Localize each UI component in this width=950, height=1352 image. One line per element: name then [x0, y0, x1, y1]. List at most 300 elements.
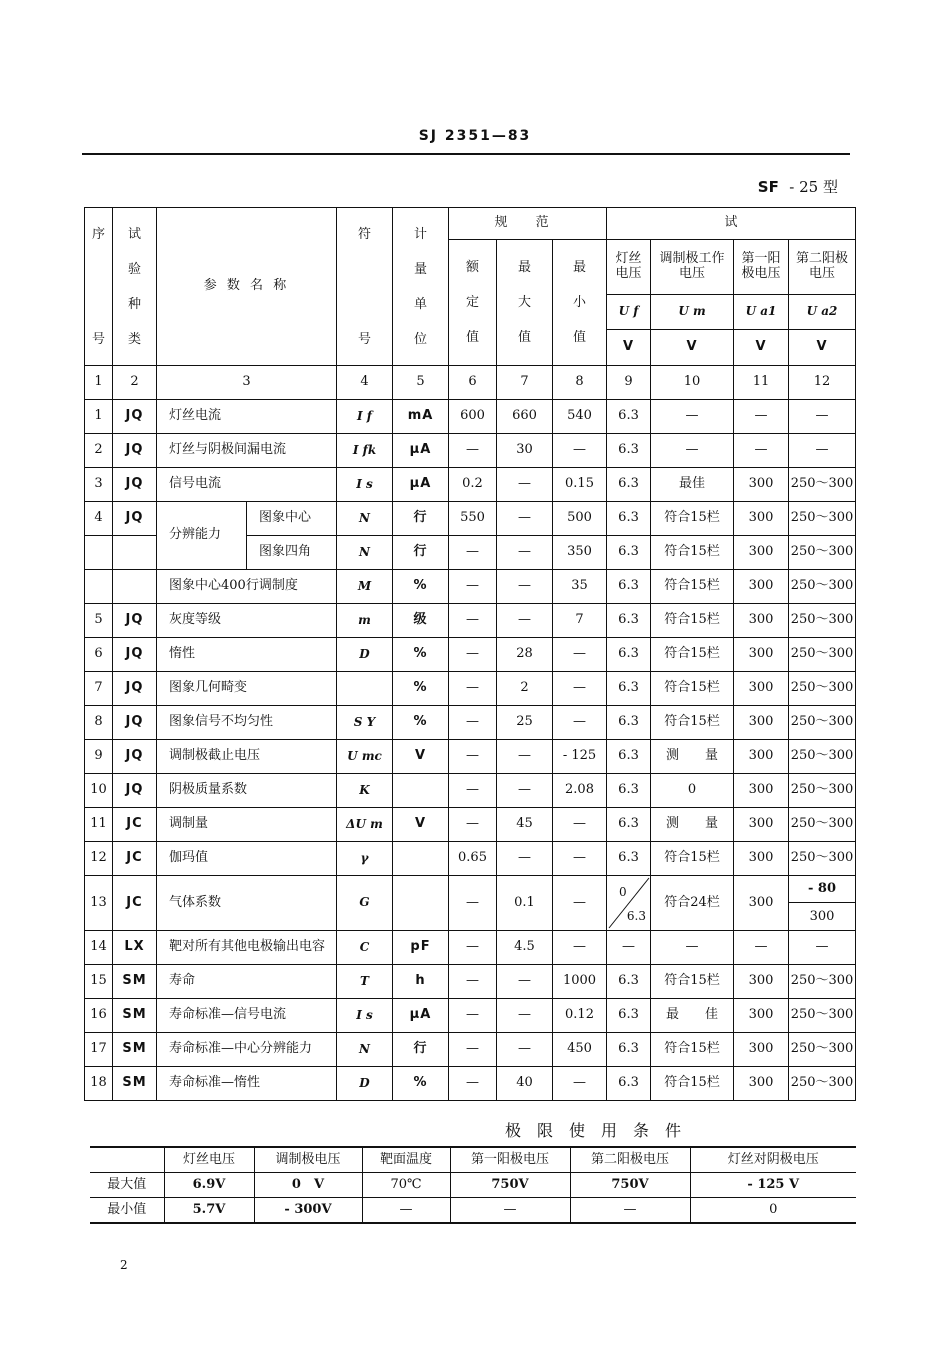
table-cell: JQ	[113, 740, 157, 774]
table-cell: %	[393, 570, 449, 604]
table-cell: 250～300	[789, 706, 856, 740]
table-cell: 300	[734, 876, 789, 931]
limits-header-row	[90, 1147, 856, 1173]
table-cell: G	[337, 876, 393, 931]
table-cell: 6	[85, 638, 113, 672]
limits-row-min	[90, 1198, 856, 1224]
table-cell: —	[497, 774, 553, 808]
table-cell: JQ	[113, 774, 157, 808]
limits-header: 调制极电压	[254, 1147, 362, 1173]
table-cell: 300	[734, 604, 789, 638]
table-cell: 图象信号不均匀性	[157, 706, 337, 740]
limits-header: 第一阳极电压	[450, 1147, 570, 1173]
table-cell: 6.3	[607, 842, 651, 876]
table-cell: 250～300	[789, 536, 856, 570]
table-cell: 测 量	[651, 808, 734, 842]
table-cell: 灯丝电流	[157, 400, 337, 434]
table-cell: 符合15栏	[651, 1067, 734, 1101]
limits-header: 灯丝电压	[164, 1147, 254, 1173]
table-cell: D	[337, 638, 393, 672]
table-cell: 0.12	[553, 999, 607, 1033]
table-cell: C	[337, 931, 393, 965]
diagonal-cell	[607, 876, 651, 931]
head-unit: 计 量 单 位	[393, 208, 449, 366]
table-cell: 2	[497, 672, 553, 706]
split-lower: 300	[809, 909, 835, 924]
table-cell: JC	[113, 876, 157, 931]
table-cell: —	[789, 434, 856, 468]
table-cell: JQ	[113, 638, 157, 672]
head-um-name: 调制极工作电压	[651, 240, 734, 295]
head-spec-rated: 额 定 值	[449, 240, 497, 366]
table-cell: 10	[85, 774, 113, 808]
table-cell: JC	[113, 808, 157, 842]
table-row	[85, 808, 856, 842]
table-cell: 符合15栏	[651, 638, 734, 672]
limits-cell: - 125 V	[690, 1173, 856, 1198]
table-cell: 行	[393, 502, 449, 536]
table-cell: mA	[393, 400, 449, 434]
table-cell: —	[497, 842, 553, 876]
table-row	[85, 931, 856, 965]
table-cell: JQ	[113, 468, 157, 502]
table-cell: —	[449, 999, 497, 1033]
table-cell: 250～300	[789, 502, 856, 536]
table-cell: 300	[734, 808, 789, 842]
table-row	[85, 502, 856, 536]
table-cell: —	[449, 706, 497, 740]
table-cell: 300	[734, 570, 789, 604]
table-cell: 7	[553, 604, 607, 638]
table-cell: 6.3	[607, 1033, 651, 1067]
table-cell: I fk	[337, 434, 393, 468]
limits-cell: —	[570, 1198, 690, 1224]
table-cell	[113, 570, 157, 604]
table-cell: 1000	[553, 965, 607, 999]
col-num: 6	[449, 366, 497, 400]
table-cell: μA	[393, 999, 449, 1033]
table-cell: 3	[85, 468, 113, 502]
table-cell: 图象几何畸变	[157, 672, 337, 706]
table-cell: 6.3	[607, 502, 651, 536]
table-cell: 最佳	[651, 468, 734, 502]
table-cell: 300	[734, 999, 789, 1033]
table-cell: —	[449, 604, 497, 638]
table-cell: 18	[85, 1067, 113, 1101]
table-cell: —	[449, 876, 497, 931]
head-ua2-unit: V	[789, 330, 856, 366]
table-cell: 气体系数	[157, 876, 337, 931]
table-cell: 符合15栏	[651, 842, 734, 876]
head-seq: 序 号	[85, 208, 113, 366]
table-cell: 300	[734, 740, 789, 774]
table-cell: —	[449, 808, 497, 842]
table-cell: I s	[337, 468, 393, 502]
table-row	[85, 842, 856, 876]
table-cell: 15	[85, 965, 113, 999]
table-cell: —	[553, 638, 607, 672]
head-uf-name: 灯丝电压	[607, 240, 651, 295]
table-cell: JQ	[113, 706, 157, 740]
table-cell: 9	[85, 740, 113, 774]
table-cell: 6.3	[607, 536, 651, 570]
table-cell: 660	[497, 400, 553, 434]
table-cell: 250～300	[789, 774, 856, 808]
table-cell: JQ	[113, 400, 157, 434]
table-cell: 12	[85, 842, 113, 876]
table-cell: 11	[85, 808, 113, 842]
table-cell: 28	[497, 638, 553, 672]
table-cell: 寿命标准—惰性	[157, 1067, 337, 1101]
table-cell: 300	[734, 672, 789, 706]
table-cell: JC	[113, 842, 157, 876]
table-cell: —	[497, 570, 553, 604]
table-cell: —	[553, 672, 607, 706]
table-cell: —	[449, 1067, 497, 1101]
table-cell: 300	[734, 1033, 789, 1067]
table-cell: 图象中心	[247, 502, 337, 536]
table-row	[85, 740, 856, 774]
table-cell: h	[393, 965, 449, 999]
table-cell: 寿命	[157, 965, 337, 999]
table-cell: 信号电流	[157, 468, 337, 502]
table-cell: —	[449, 740, 497, 774]
table-cell	[393, 842, 449, 876]
table-cell: 450	[553, 1033, 607, 1067]
table-cell: —	[734, 400, 789, 434]
table-cell: 250～300	[789, 1033, 856, 1067]
table-cell: %	[393, 672, 449, 706]
table-cell: —	[497, 740, 553, 774]
table-cell: 符合15栏	[651, 706, 734, 740]
table-cell: 最 佳	[651, 999, 734, 1033]
table-cell: U mc	[337, 740, 393, 774]
table-row	[85, 400, 856, 434]
table-cell: —	[497, 468, 553, 502]
table-cell: 7	[85, 672, 113, 706]
table-cell: 250～300	[789, 1067, 856, 1101]
model-suffix: - 25 型	[789, 178, 838, 196]
table-cell: 寿命标准—信号电流	[157, 999, 337, 1033]
table-cell: 300	[734, 638, 789, 672]
table-cell: —	[734, 434, 789, 468]
table-cell: 符合15栏	[651, 570, 734, 604]
table-cell: JQ	[113, 434, 157, 468]
head-spec-max: 最 大 值	[497, 240, 553, 366]
table-cell: JQ	[113, 502, 157, 536]
table-cell: 30	[497, 434, 553, 468]
table-cell	[85, 570, 113, 604]
table-cell: 2	[85, 434, 113, 468]
table-row	[85, 468, 856, 502]
table-row	[85, 999, 856, 1033]
table-cell: 6.3	[607, 638, 651, 672]
table-cell: 250～300	[789, 999, 856, 1033]
head-ua2-sym: U a2	[789, 295, 856, 330]
table-cell: 250～300	[789, 570, 856, 604]
table-cell: 40	[497, 1067, 553, 1101]
table-cell: %	[393, 638, 449, 672]
col-num: 7	[497, 366, 553, 400]
table-cell: 350	[553, 536, 607, 570]
table-cell: 300	[734, 1067, 789, 1101]
table-row	[85, 965, 856, 999]
table-cell: SM	[113, 1033, 157, 1067]
head-test: 试	[607, 208, 856, 240]
table-cell: —	[497, 502, 553, 536]
table-cell: 300	[734, 502, 789, 536]
table-cell: 6.3	[607, 570, 651, 604]
table-cell: —	[497, 999, 553, 1033]
table-cell: 4	[85, 502, 113, 536]
table-cell: %	[393, 706, 449, 740]
table-cell: —	[789, 931, 856, 965]
model-prefix: SF	[757, 178, 779, 196]
limits-cell: 6.9V	[164, 1173, 254, 1198]
head-ua2-name: 第二阳极电压	[789, 240, 856, 295]
table-cell: 25	[497, 706, 553, 740]
limits-header	[90, 1147, 164, 1173]
table-cell: 6.3	[607, 774, 651, 808]
table-cell	[393, 774, 449, 808]
table-cell: 符合15栏	[651, 502, 734, 536]
limits-cell: - 300V	[254, 1198, 362, 1224]
table-cell: 0.2	[449, 468, 497, 502]
table-cell: JQ	[113, 672, 157, 706]
table-cell: 14	[85, 931, 113, 965]
table-cell: 250～300	[789, 604, 856, 638]
table-cell	[85, 536, 113, 570]
diag-upper: 0	[619, 885, 627, 899]
table-cell: 惰性	[157, 638, 337, 672]
table-cell: —	[449, 931, 497, 965]
table-cell: 6.3	[607, 965, 651, 999]
table-cell: —	[553, 876, 607, 931]
table-cell: T	[337, 965, 393, 999]
limits-header: 靶面温度	[362, 1147, 450, 1173]
table-cell: 图象四角	[247, 536, 337, 570]
table-row	[85, 706, 856, 740]
limits-cell: 750V	[450, 1173, 570, 1198]
table-cell: I f	[337, 400, 393, 434]
limits-cell: —	[362, 1198, 450, 1224]
table-cell: 250～300	[789, 842, 856, 876]
table-cell: —	[553, 931, 607, 965]
table-cell: ΔU m	[337, 808, 393, 842]
table-cell: 250～300	[789, 965, 856, 999]
col-num: 11	[734, 366, 789, 400]
table-cell: I s	[337, 999, 393, 1033]
table-cell: 300	[734, 774, 789, 808]
col-num: 8	[553, 366, 607, 400]
table-row	[85, 876, 856, 931]
table-cell: 灰度等级	[157, 604, 337, 638]
diag-lower: 6.3	[626, 909, 647, 924]
table-cell: N	[337, 536, 393, 570]
table-cell: 符合15栏	[651, 1033, 734, 1067]
table-cell: —	[734, 931, 789, 965]
head-ua1-name: 第一阳极电压	[734, 240, 789, 295]
page-number: 2	[120, 1258, 128, 1272]
split-cell	[789, 876, 856, 931]
limits-table	[90, 1146, 856, 1224]
table-cell	[337, 672, 393, 706]
table-cell: —	[497, 536, 553, 570]
limits-cell: 750V	[570, 1173, 690, 1198]
table-cell: N	[337, 1033, 393, 1067]
table-cell: %	[393, 1067, 449, 1101]
table-cell: —	[553, 842, 607, 876]
table-cell: 0	[651, 774, 734, 808]
table-cell: μA	[393, 468, 449, 502]
table-cell: LX	[113, 931, 157, 965]
limits-title: 极限使用条件	[505, 1121, 698, 1140]
table-cell: 4.5	[497, 931, 553, 965]
table-cell: —	[651, 434, 734, 468]
table-cell: SM	[113, 1067, 157, 1101]
col-num: 2	[113, 366, 157, 400]
table-cell: SM	[113, 999, 157, 1033]
table-cell: —	[497, 1033, 553, 1067]
table-cell: 300	[734, 468, 789, 502]
table-cell: 1	[85, 400, 113, 434]
table-cell: 250～300	[789, 672, 856, 706]
table-row	[85, 434, 856, 468]
table-cell: 600	[449, 400, 497, 434]
table-row	[85, 1033, 856, 1067]
table-cell: 符合24栏	[651, 876, 734, 931]
table-cell: 符合15栏	[651, 604, 734, 638]
table-cell: —	[449, 434, 497, 468]
table-cell: V	[393, 740, 449, 774]
table-cell: 300	[734, 536, 789, 570]
table-cell: —	[449, 965, 497, 999]
limits-cell: —	[450, 1198, 570, 1224]
table-cell: K	[337, 774, 393, 808]
table-cell: 16	[85, 999, 113, 1033]
col-num: 9	[607, 366, 651, 400]
table-cell: —	[789, 400, 856, 434]
column-number-row	[85, 366, 856, 400]
table-cell: 250～300	[789, 468, 856, 502]
table-cell: 45	[497, 808, 553, 842]
header-rule	[82, 153, 850, 155]
head-um-sym: U m	[651, 295, 734, 330]
table-cell: N	[337, 502, 393, 536]
limits-cell: 70℃	[362, 1173, 450, 1198]
table-cell: D	[337, 1067, 393, 1101]
table-cell: 级	[393, 604, 449, 638]
table-cell: —	[449, 774, 497, 808]
table-cell: 6.3	[607, 808, 651, 842]
col-num: 10	[651, 366, 734, 400]
table-cell: 2.08	[553, 774, 607, 808]
table-cell: 阴极质量系数	[157, 774, 337, 808]
table-cell: 靶对所有其他电极输出电容	[157, 931, 337, 965]
table-cell: 寿命标准—中心分辨能力	[157, 1033, 337, 1067]
table-cell: 测 量	[651, 740, 734, 774]
table-cell: 伽玛值	[157, 842, 337, 876]
table-cell: 6.3	[607, 672, 651, 706]
model-label	[758, 176, 838, 197]
limits-header: 灯丝对阴极电压	[690, 1147, 856, 1173]
table-cell: —	[553, 706, 607, 740]
head-test-type: 试 验 种 类	[113, 208, 157, 366]
table-cell: 5	[85, 604, 113, 638]
table-row	[85, 570, 856, 604]
limits-row-max	[90, 1173, 856, 1198]
table-cell: —	[449, 570, 497, 604]
head-ua1-sym: U a1	[734, 295, 789, 330]
table-row	[85, 1067, 856, 1101]
col-num: 4	[337, 366, 393, 400]
table-cell: 35	[553, 570, 607, 604]
table-cell: 550	[449, 502, 497, 536]
head-ua1-unit: V	[734, 330, 789, 366]
table-cell: 8	[85, 706, 113, 740]
table-cell: 调制量	[157, 808, 337, 842]
table-cell: 300	[734, 965, 789, 999]
limits-header: 第二阳极电压	[570, 1147, 690, 1173]
table-cell: —	[497, 965, 553, 999]
table-cell: 0.1	[497, 876, 553, 931]
head-spec-min: 最 小 值	[553, 240, 607, 366]
split-upper: - 80	[789, 876, 855, 903]
limits-cell: 最大值	[90, 1173, 164, 1198]
table-cell: JQ	[113, 604, 157, 638]
table-cell: 250～300	[789, 740, 856, 774]
table-row	[85, 774, 856, 808]
table-cell: 符合15栏	[651, 672, 734, 706]
table-cell: 0.15	[553, 468, 607, 502]
table-row	[85, 672, 856, 706]
table-cell: —	[449, 638, 497, 672]
table-cell: 0.65	[449, 842, 497, 876]
table-cell: γ	[337, 842, 393, 876]
table-cell: - 125	[553, 740, 607, 774]
table-cell: 6.3	[607, 434, 651, 468]
table-row	[85, 638, 856, 672]
table-cell: 300	[734, 842, 789, 876]
table-cell: 灯丝与阴极间漏电流	[157, 434, 337, 468]
table-cell: —	[553, 1067, 607, 1101]
limits-cell: 5.7V	[164, 1198, 254, 1224]
table-cell: 符合15栏	[651, 965, 734, 999]
standard-number: SJ 2351—83	[418, 128, 532, 144]
parameter-table	[84, 207, 856, 1101]
table-cell: 6.3	[607, 999, 651, 1033]
table-cell: M	[337, 570, 393, 604]
table-cell: m	[337, 604, 393, 638]
table-cell	[393, 876, 449, 931]
table-cell: SM	[113, 965, 157, 999]
limits-cell: 最小值	[90, 1198, 164, 1224]
head-param-name: 参 数 名 称	[157, 208, 337, 366]
col-num: 1	[85, 366, 113, 400]
table-cell: 6.3	[607, 468, 651, 502]
table-row	[85, 604, 856, 638]
col-num: 12	[789, 366, 856, 400]
table-cell: 符合15栏	[651, 536, 734, 570]
table-cell: 行	[393, 536, 449, 570]
table-cell: 行	[393, 1033, 449, 1067]
table-cell: —	[449, 672, 497, 706]
table-cell: 540	[553, 400, 607, 434]
table-cell	[113, 536, 157, 570]
table-cell: μA	[393, 434, 449, 468]
table-cell: 6.3	[607, 740, 651, 774]
table-cell: —	[651, 931, 734, 965]
